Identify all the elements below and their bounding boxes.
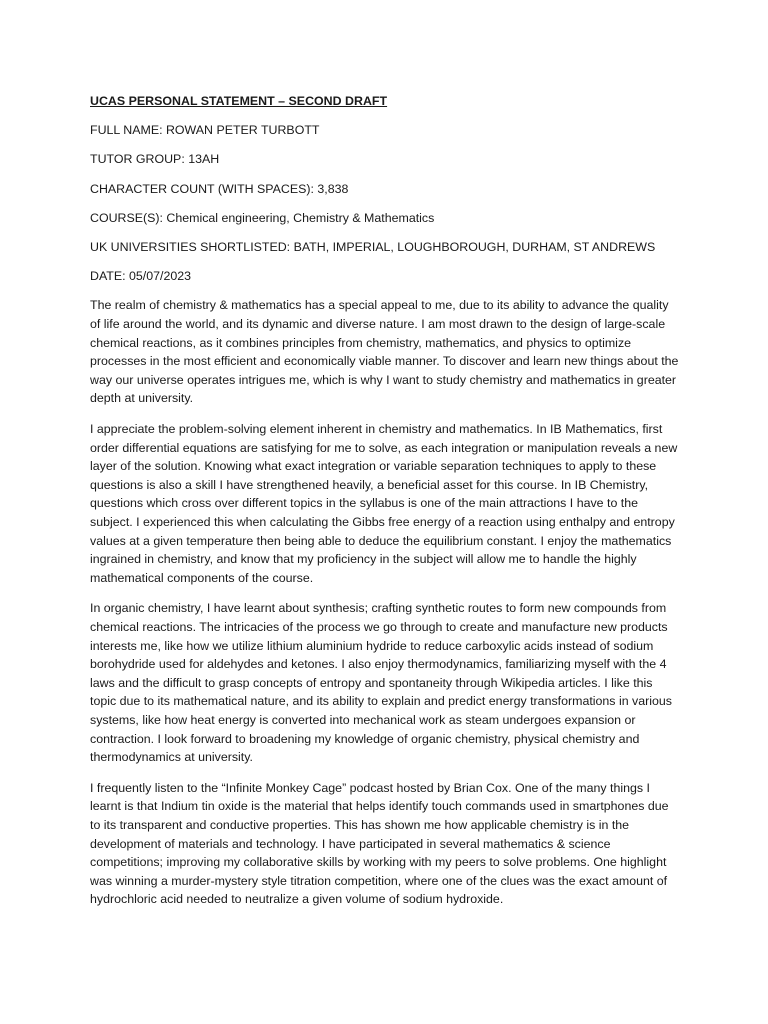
- paragraph-organic-chemistry: In organic chemistry, I have learnt about synthesis; crafting synthetic routes to form new compounds from chemical reactions. The intricacies of the process we go through to create and manufacture new products interests me, like how we utilize lithium aluminium hydride to reduce carboxylic acids instead of sodium borohydride used for aldehydes and ketones. I also enjoy thermodynamics, familiarizing myself with the 4 laws and the difficult to grasp concepts of entropy and spontaneity through Wikipedia articles. I like this topic due to its mathematical nature, and its ability to explain and predict energy transformations in various systems, like how heat energy is converted into mechanical work as steam undergoes expansion or contraction. I look forward to broadening my knowledge of organic chemistry, physical chemistry and thermodynamics at university.: [90, 601, 672, 765]
- document-title: UCAS PERSONAL STATEMENT – SECOND DRAFT: [90, 94, 388, 108]
- date-line: DATE: 05/07/2023: [90, 269, 192, 284]
- document-page: [90, 94, 680, 921]
- tutor-group-line: TUTOR GROUP: 13AH: [90, 152, 220, 167]
- paragraph-problem-solving: I appreciate the problem-solving element inherent in chemistry and mathematics. In IB Mathematics, first order differential equations are satisfying for me to solve, as each integration or manipulation reveals a new layer of the solution. Knowing what exact integration or variable separation techniques to apply to these questions is also a skill I have strengthened heavily, a beneficial asset for this course. In IB Chemistry, questions which cross over different topics in the syllabus is one of the main attractions I have to the subject. I experienced this when calculating the Gibbs free energy of a reaction using enthalpy and entropy values at a given temperature then being able to deduce the equilibrium constant. I enjoy the mathematics ingrained in chemistry, and know that my proficiency in the subject will allow me to handle the highly mathematical components of the course.: [90, 422, 678, 585]
- paragraph-intro: The realm of chemistry & mathematics has a special appeal to me, due to its ability to advance the quality of life around the world, and its dynamic and diverse nature. I am most drawn to the design of large-scale chemical reactions, as it combines principles from chemistry, mathematics, and physics to optimize processes in the most efficient and economically viable manner. To discover and learn new things about the way our universe operates intrigues me, which is why I want to study chemistry and mathematics in greater depth at university.: [90, 298, 679, 406]
- courses-line: COURSE(S): Chemical engineering, Chemistry & Mathematics: [90, 210, 435, 225]
- universities-line: UK UNIVERSITIES SHORTLISTED: BATH, IMPERIAL, LOUGHBOROUGH, DURHAM, ST ANDREWS: [90, 240, 656, 255]
- paragraph-extracurricular: I frequently listen to the “Infinite Monkey Cage” podcast hosted by Brian Cox. One of the many things I learnt is that Indium tin oxide is the material that helps identify touch commands used in smartphones due to its transparent and conductive properties. This has shown me how applicable chemistry is in the development of materials and technology. I have participated in several mathematics & science competitions; improving my collaborative skills by working with my peers to solve problems. One highlight was winning a murder-mystery style titration competition, where one of the clues was the exact amount of hydrochloric acid needed to neutralize a given volume of sodium hydroxide.: [90, 780, 669, 907]
- character-count-line: CHARACTER COUNT (WITH SPACES): 3,838: [90, 181, 349, 196]
- full-name-line: FULL NAME: ROWAN PETER TURBOTT: [90, 123, 320, 137]
